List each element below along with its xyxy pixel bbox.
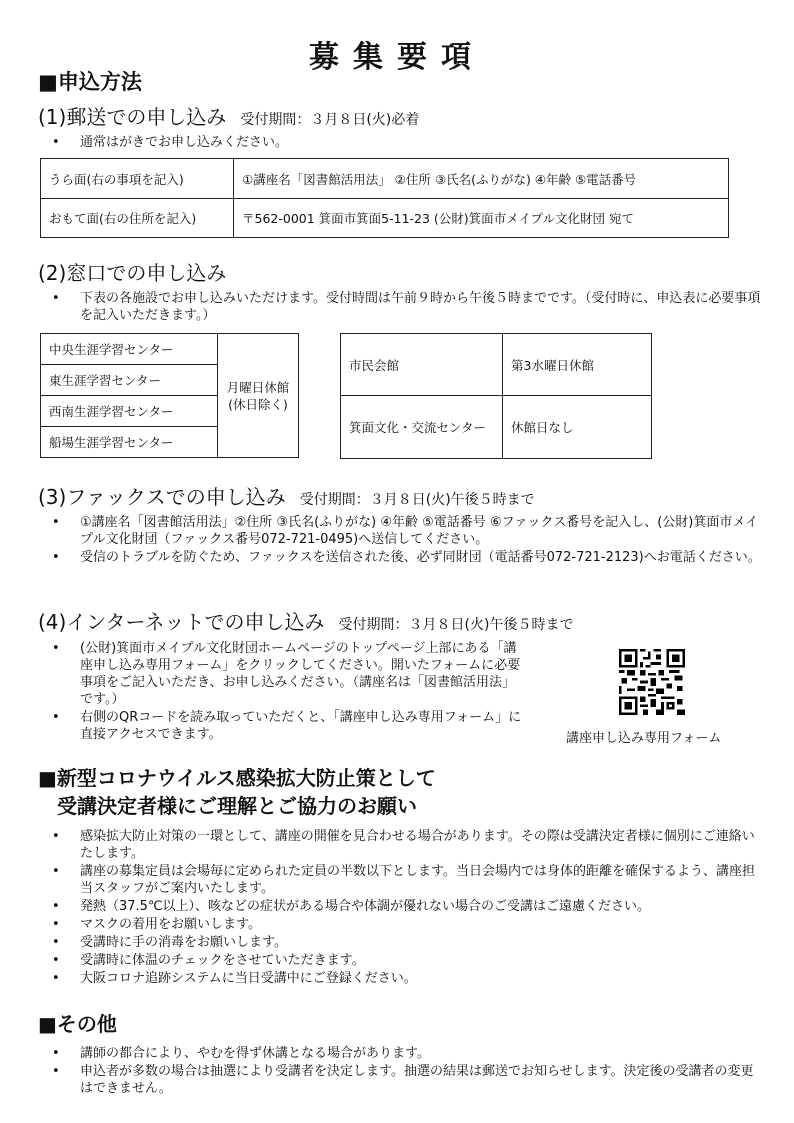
qr-code-icon[interactable] (619, 649, 685, 715)
table-row (341, 396, 652, 459)
internet-bullets (50, 640, 526, 744)
list-item: • 発熱（37.5℃以上）、咳などの症状がある場合や体調が優れない場合のご受講はご遠慮ください。 (50, 898, 762, 915)
table-cell: おもて面(右の住所を記入) (41, 199, 234, 238)
table-cell: 東生涯学習センター (41, 365, 218, 396)
list-item: • 下表の各施設でお申し込みいただけます。受付時間は午前９時から午後５時までです。（受付時に、申込表に必要事項を記入いただきます。） (50, 290, 762, 324)
corona-bullets (50, 828, 762, 988)
table-cell: ①講座名「図書館活用法」 ②住所 ③氏名(ふりがな) ④年齢 ⑤電話番号 (234, 159, 729, 199)
list-item: • 受講時に体温のチェックをさせていただきます。 (50, 952, 762, 969)
corona-heading-line2: 受講決定者様にご理解とご協力のお願い (57, 794, 417, 818)
table-cell: 箕面文化・交流センター (341, 396, 503, 459)
closed-day-cell: 月曜日休館 (休日除く) (218, 334, 299, 458)
table-cell: 市民会館 (341, 334, 503, 396)
table-cell: 休館日なし (503, 396, 652, 459)
mail-heading (38, 101, 419, 130)
list-item: • ①講座名「図書館活用法」②住所 ③氏名(ふりがな) ④年齢 ⑤電話番号 ⑥ファックス番号を記入し、(公財)箕面市メイプル文化財団（ファックス番号072-721-0495)へ送信してください。 (50, 514, 762, 548)
fax-heading (38, 481, 535, 510)
mail-heading-text: (1)郵送での申し込み (38, 105, 227, 129)
table-cell: うら面(右の事項を記入) (41, 159, 234, 199)
internet-period: 受付期間：３月８日(火)午後５時まで (338, 617, 574, 633)
fax-heading-text: (3)ファックスでの申し込み (38, 485, 286, 509)
facility-table-right (340, 333, 652, 459)
internet-heading-text: (4)インターネットでの申し込み (38, 610, 325, 634)
table-cell: 〒562-0001 箕面市箕面5-11-23 (公財)箕面市メイプル文化財団 宛て (234, 199, 729, 238)
other-bullets (50, 1045, 762, 1098)
window-heading-text: (2)窓口での申し込み (38, 261, 227, 285)
window-heading (38, 257, 226, 286)
list-item: • 申込者が多数の場合は抽選により受講者を決定します。抽選の結果は郵送でお知らせします。決定後の受講者の変更はできません。 (50, 1063, 762, 1097)
table-cell: 第3水曜日休館 (503, 334, 652, 396)
qr-caption: 講座申し込み専用フォーム (566, 731, 722, 746)
table-row (41, 334, 299, 365)
window-bullets (50, 290, 762, 325)
fax-period: 受付期間：３月８日(火)午後５時まで (299, 492, 535, 508)
mail-table (40, 158, 729, 238)
list-item: • マスクの着用をお願いします。 (50, 916, 762, 933)
internet-heading (38, 606, 573, 635)
list-item: • 右側のQRコードを読み取っていただくと、「講座申し込み専用フォーム」に直接アクセスできます。 (50, 709, 526, 743)
table-cell: 中央生涯学習センター (41, 334, 218, 365)
page-title: 募集要項 (309, 40, 485, 75)
list-item: • (公財)箕面市メイプル文化財団ホームページのトップページ上部にある「講座申し込み専用フォーム」をクリックしてください。開いたフォームに必要事項をご記入いただき、お申し込みください。（講座名は「図書館活用法」です。） (50, 640, 526, 708)
list-item: • 講師の都合により、やむを得ず休講となる場合があります。 (50, 1045, 762, 1062)
fax-bullets (50, 514, 762, 567)
list-item: • 講座の募集定員は会場毎に定められた定員の半数以下とします。当日会場内では身体的距離を確保するよう、講座担当スタッフがご案内いたします。 (50, 863, 762, 897)
other-heading: ■その他 (38, 1012, 117, 1036)
table-cell: 西南生涯学習センター (41, 396, 218, 427)
table-row (341, 334, 652, 396)
table-row (41, 159, 729, 199)
facility-table-left (40, 333, 299, 458)
table-cell: 船場生涯学習センター (41, 427, 218, 458)
corona-heading-line1: ■新型コロナウイルス感染拡大防止策として (38, 766, 436, 790)
corona-heading (38, 764, 436, 820)
list-item: • 感染拡大防止対策の一環として、講座の開催を見合わせる場合があります。その際は受講決定者様に個別にご連絡いたします。 (50, 828, 762, 862)
list-item: • 受講時に手の消毒をお願いします。 (50, 934, 762, 951)
mail-bullets (50, 134, 750, 152)
table-row (41, 199, 729, 238)
list-item: • 受信のトラブルを防ぐため、ファックスを送信された後、必ず同財団（電話番号072-721-2123)へお電話ください。 (50, 549, 762, 566)
list-item: • 大阪コロナ追跡システムに当日受講中にご登録ください。 (50, 970, 762, 987)
list-item: • 通常はがきでお申し込みください。 (50, 134, 750, 151)
section-heading-apply: ■申込方法 (38, 70, 142, 94)
mail-period: 受付期間：３月８日(火)必着 (240, 112, 420, 128)
